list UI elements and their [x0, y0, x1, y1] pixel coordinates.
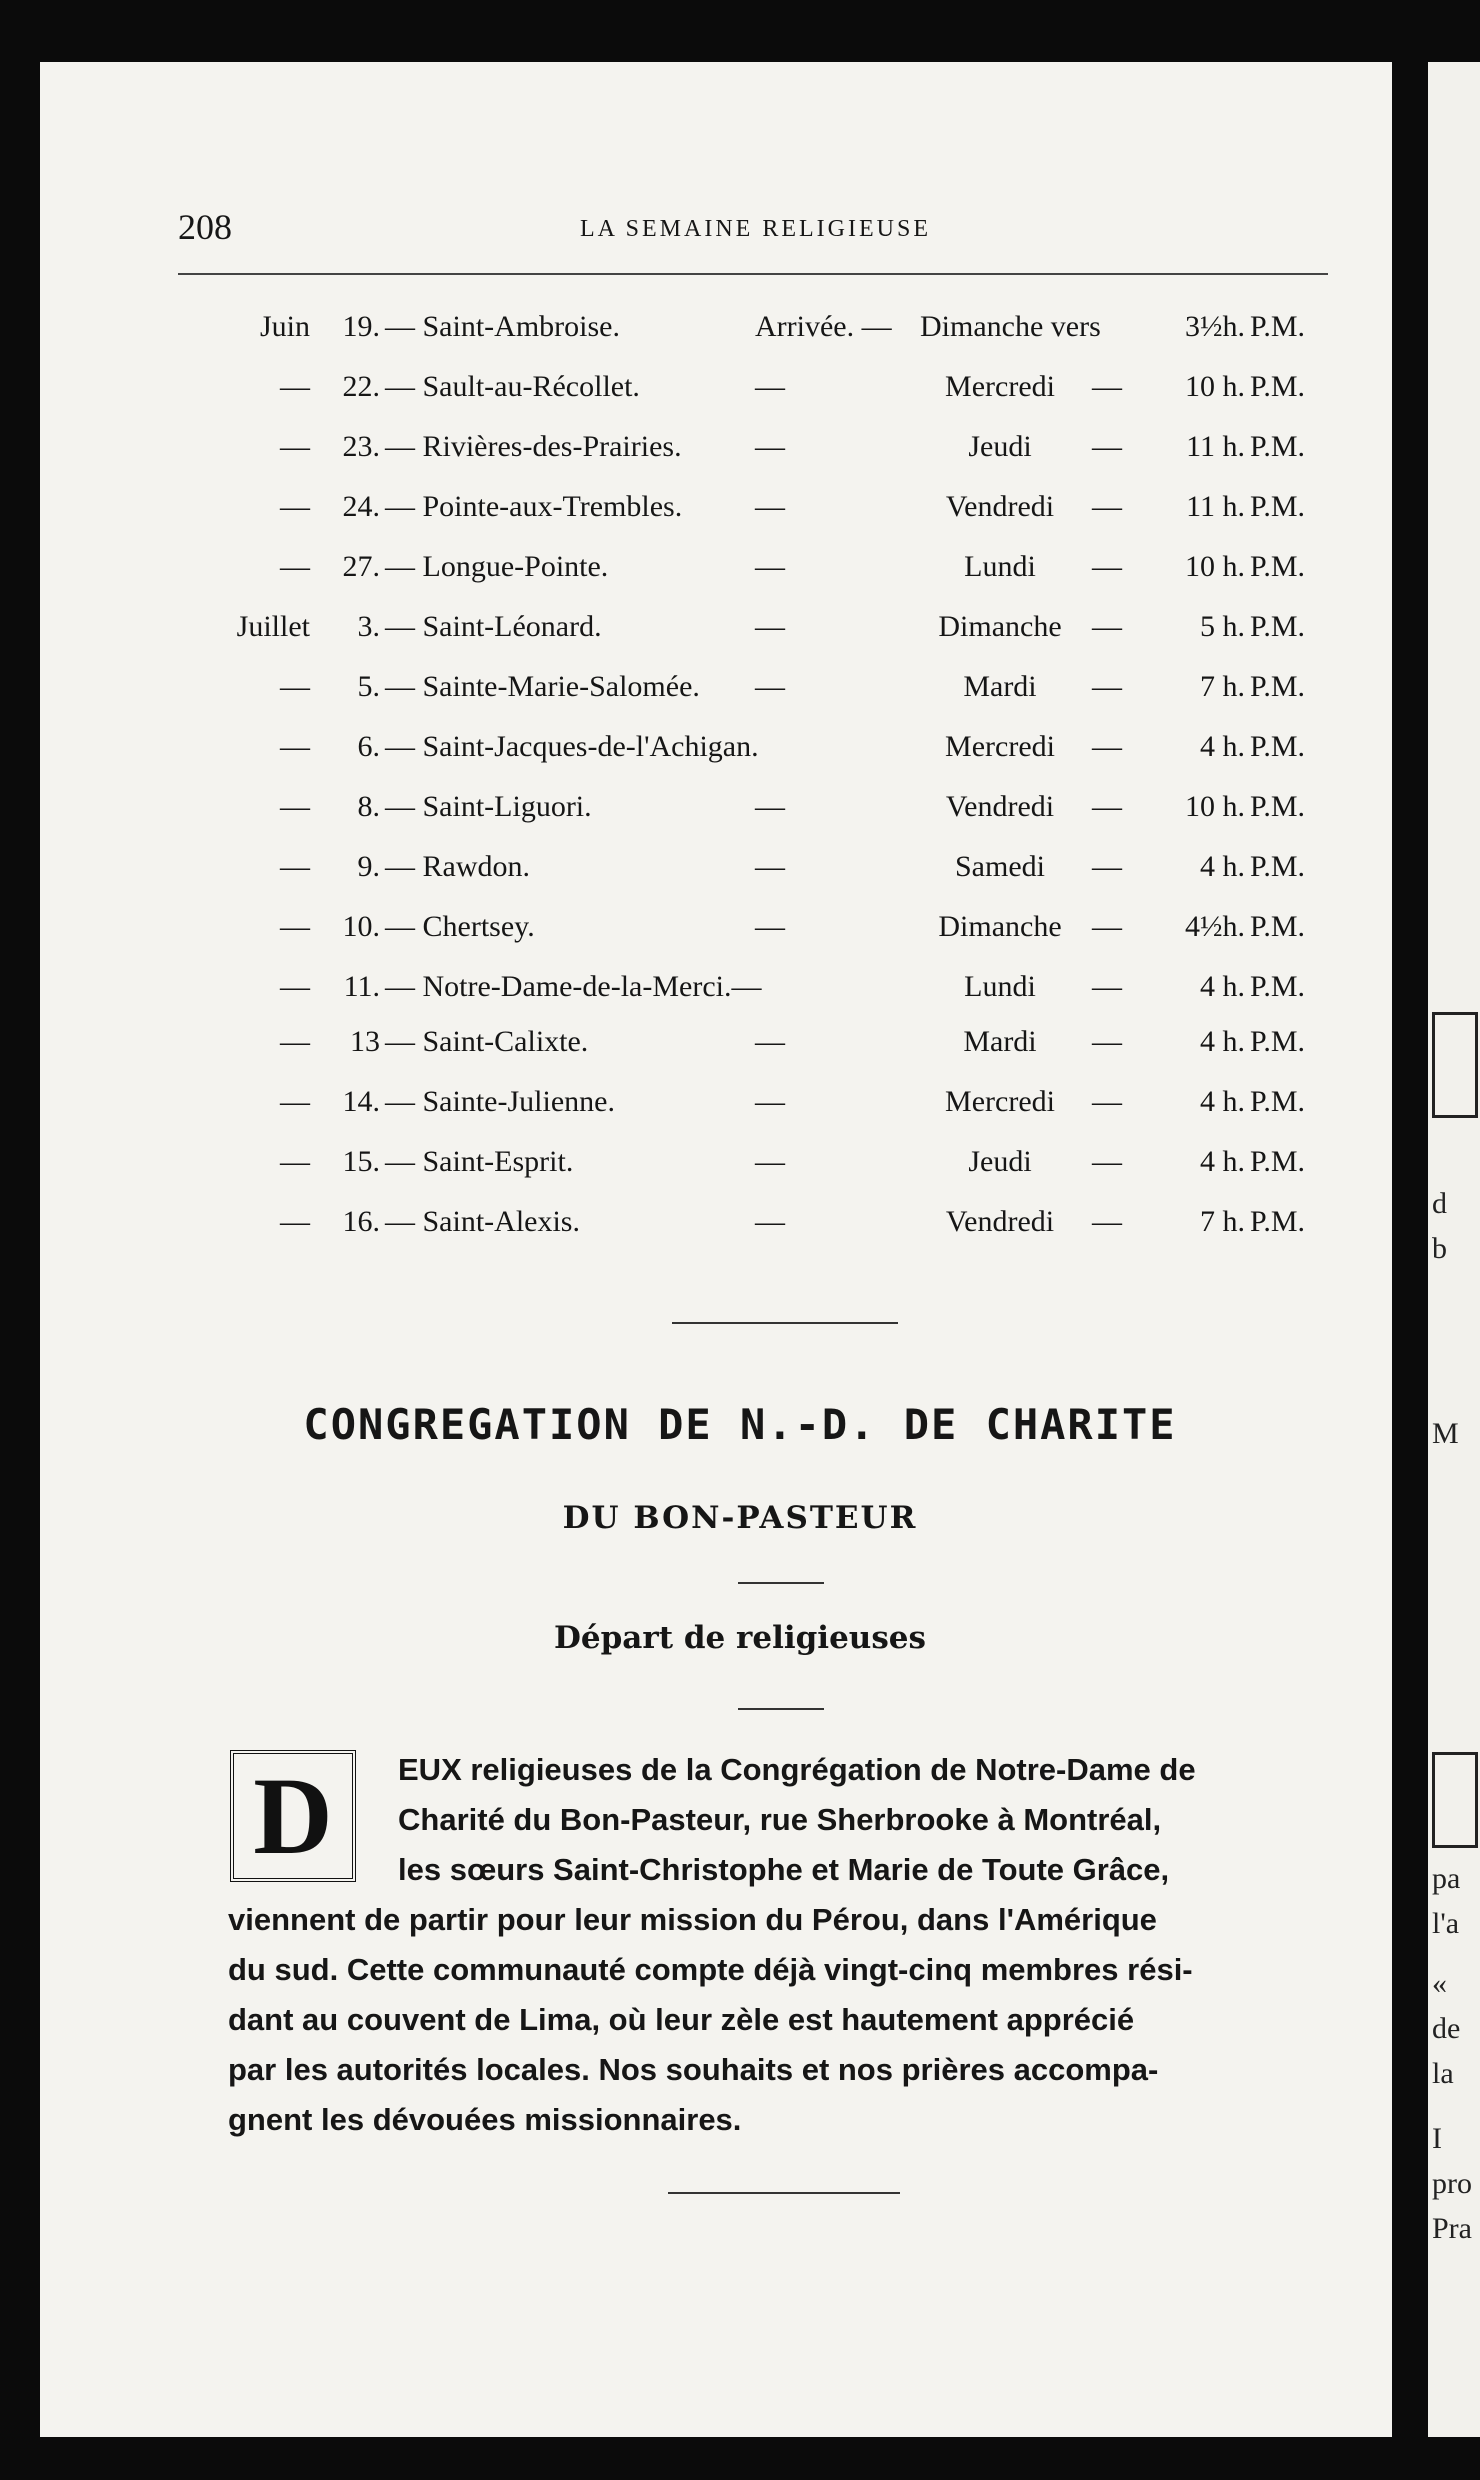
schedule-row: [0, 1205, 1480, 1265]
schedule-pm: P.M.: [1250, 550, 1306, 583]
schedule-sep: —: [1092, 370, 1122, 403]
schedule-day: 14.: [342, 1085, 380, 1118]
schedule-day: 10.: [342, 910, 380, 943]
schedule-hour: 4 h.: [1200, 850, 1245, 883]
schedule-day: 8.: [357, 790, 380, 823]
schedule-pm: P.M.: [1250, 790, 1306, 823]
schedule-hour: 10 h.: [1185, 370, 1245, 403]
schedule-place: — Longue-Pointe.: [385, 550, 609, 583]
schedule-note: —: [755, 1025, 785, 1058]
schedule-sep: —: [1092, 790, 1122, 823]
schedule-hour: 10 h.: [1185, 790, 1245, 823]
paragraph-line: viennent de partir pour leur mission du Pérou, dans l'Amérique: [228, 1902, 1157, 1937]
schedule-weekday: Lundi: [964, 970, 1036, 1003]
schedule-pm: P.M.: [1250, 370, 1306, 403]
schedule-hour: 5 h.: [1200, 610, 1245, 643]
article-subtitle: DU BON-PASTEUR: [562, 1500, 918, 1536]
schedule-pm: P.M.: [1250, 310, 1306, 343]
schedule-row: [0, 790, 1480, 850]
schedule-note: —: [755, 910, 785, 943]
schedule-weekday: Jeudi: [968, 430, 1032, 463]
schedule-hour: 4 h.: [1200, 730, 1245, 763]
schedule-row: [0, 1085, 1480, 1145]
schedule-month: —: [280, 730, 310, 763]
schedule-sep: —: [1092, 430, 1122, 463]
paragraph-line: par les autorités locales. Nos souhaits et nos prières accompa-: [228, 2052, 1159, 2087]
schedule-month: —: [280, 670, 310, 703]
schedule-hour: 7 h.: [1200, 670, 1245, 703]
schedule-note: —: [755, 370, 785, 403]
schedule-weekday: Lundi: [964, 550, 1036, 583]
schedule-row: [0, 430, 1480, 490]
schedule-note: —: [755, 790, 785, 823]
schedule-hour: 4 h.: [1200, 970, 1245, 1003]
schedule-pm: P.M.: [1250, 1145, 1306, 1178]
schedule-hour: 4½h.: [1185, 910, 1245, 943]
schedule-pm: P.M.: [1250, 610, 1306, 643]
schedule-weekday: Dimanche vers: [920, 310, 1101, 343]
schedule-place: — Sainte-Julienne.: [385, 1085, 615, 1118]
schedule-month: —: [280, 550, 310, 583]
schedule-month: —: [280, 1145, 310, 1178]
adjacent-fragment: «: [1432, 1967, 1447, 2000]
schedule-day: 6.: [357, 730, 380, 763]
adjacent-fragment: pro: [1432, 2167, 1472, 2200]
schedule-row: [0, 490, 1480, 550]
schedule-month: —: [280, 1025, 310, 1058]
schedule-sep: —: [1092, 730, 1122, 763]
schedule-day: 9.: [357, 850, 380, 883]
adjacent-fragment: M: [1432, 1417, 1459, 1450]
schedule-place: — Saint-Liguori.: [385, 790, 592, 823]
schedule-day: 5.: [357, 670, 380, 703]
schedule-sep: —: [1092, 610, 1122, 643]
schedule-month: —: [280, 370, 310, 403]
page-header: [0, 192, 1480, 252]
article-title: CONGREGATION DE N.-D. DE CHARITE: [303, 1400, 1177, 1449]
schedule-month: —: [280, 970, 310, 1003]
schedule-weekday: Vendredi: [945, 1205, 1055, 1238]
schedule-place: — Saint-Ambroise.: [385, 310, 620, 343]
schedule-row: [0, 970, 1480, 1030]
schedule-weekday: Vendredi: [945, 790, 1055, 823]
schedule-row: [0, 670, 1480, 730]
schedule-place: — Rawdon.: [385, 850, 530, 883]
schedule-hour: 11 h.: [1186, 490, 1245, 523]
schedule-note: —: [755, 550, 785, 583]
schedule-day: 15.: [342, 1145, 380, 1178]
schedule-place: — Saint-Jacques-de-l'Achigan.: [385, 730, 759, 763]
running-head: LA SEMAINE RELIGIEUSE: [580, 216, 931, 242]
schedule-hour: 3½h.: [1185, 310, 1245, 343]
paragraph-line: gnent les dévouées missionnaires.: [228, 2102, 742, 2137]
schedule-note: —: [755, 1085, 785, 1118]
schedule-sep: —: [1092, 910, 1122, 943]
schedule-weekday: Mercredi: [945, 370, 1055, 403]
schedule-place: — Chertsey.: [385, 910, 535, 943]
schedule-row: [0, 550, 1480, 610]
adjacent-dropcap: [1432, 1752, 1478, 1848]
schedule-month: —: [280, 430, 310, 463]
paragraph-line: EUX religieuses de la Congrégation de Notre-Dame de: [398, 1752, 1196, 1787]
schedule-weekday: Dimanche: [938, 610, 1062, 643]
schedule-pm: P.M.: [1250, 1085, 1306, 1118]
schedule-row: [0, 730, 1480, 790]
schedule-weekday: Mercredi: [945, 1085, 1055, 1118]
schedule-day: 22.: [342, 370, 380, 403]
heading-divider: [738, 1708, 824, 1710]
schedule-note: —: [755, 1205, 785, 1238]
schedule-note: —: [755, 670, 785, 703]
adjacent-fragment: b: [1432, 1232, 1447, 1265]
schedule-pm: P.M.: [1250, 670, 1306, 703]
schedule-day: 23.: [342, 430, 380, 463]
drop-cap: D: [230, 1750, 356, 1882]
schedule-weekday: Mardi: [963, 1025, 1037, 1058]
schedule-sep: —: [1092, 550, 1122, 583]
schedule-sep: —: [1092, 1085, 1122, 1118]
schedule-place: — Sault-au-Récollet.: [385, 370, 640, 403]
schedule-row: [0, 910, 1480, 970]
closing-divider: [668, 2192, 900, 2194]
schedule-sep: —: [1092, 490, 1122, 523]
schedule-month: Juin: [259, 310, 310, 343]
schedule-month: —: [280, 490, 310, 523]
header-rule: [178, 273, 1328, 275]
schedule-row: [0, 310, 1480, 370]
schedule-place: — Saint-Alexis.: [385, 1205, 580, 1238]
schedule-note: —: [755, 430, 785, 463]
schedule-day: 24.: [342, 490, 380, 523]
paragraph-line: du sud. Cette communauté compte déjà vingt-cinq membres rési-: [228, 1952, 1193, 1987]
schedule-row: [0, 1145, 1480, 1205]
schedule-pm: P.M.: [1250, 850, 1306, 883]
schedule-row: [0, 610, 1480, 670]
schedule-hour: 4 h.: [1200, 1145, 1245, 1178]
schedule-place: — Saint-Esprit.: [385, 1145, 574, 1178]
schedule-pm: P.M.: [1250, 730, 1306, 763]
schedule-hour: 10 h.: [1185, 550, 1245, 583]
paragraph-line: dant au couvent de Lima, où leur zèle est hautement apprécié: [228, 2002, 1135, 2037]
schedule-row: [0, 1025, 1480, 1085]
schedule-pm: P.M.: [1250, 430, 1306, 463]
schedule-hour: 4 h.: [1200, 1025, 1245, 1058]
schedule-note: —: [755, 490, 785, 523]
schedule-pm: P.M.: [1250, 910, 1306, 943]
schedule-place: — Notre-Dame-de-la-Merci.—: [385, 970, 762, 1003]
schedule-month: Juillet: [236, 610, 310, 643]
schedule-sep: —: [1092, 1145, 1122, 1178]
schedule-weekday: Mercredi: [945, 730, 1055, 763]
schedule-hour: 4 h.: [1200, 1085, 1245, 1118]
schedule-pm: P.M.: [1250, 1205, 1306, 1238]
schedule-weekday: Jeudi: [968, 1145, 1032, 1178]
schedule-sep: —: [1092, 670, 1122, 703]
schedule-day: 19.: [342, 310, 380, 343]
adjacent-fragment: pa: [1432, 1862, 1461, 1895]
schedule-day: 27.: [342, 550, 380, 583]
schedule-pm: P.M.: [1250, 490, 1306, 523]
schedule-weekday: Samedi: [955, 850, 1045, 883]
schedule-pm: P.M.: [1250, 970, 1306, 1003]
schedule-month: —: [280, 910, 310, 943]
schedule-weekday: Mardi: [963, 670, 1037, 703]
schedule-hour: 7 h.: [1200, 1205, 1245, 1238]
section-divider: [672, 1322, 898, 1324]
schedule-month: —: [280, 850, 310, 883]
schedule-day: 13: [350, 1025, 380, 1058]
schedule-place: — Rivières-des-Prairies.: [385, 430, 682, 463]
schedule-month: —: [280, 1205, 310, 1238]
adjacent-fragment: Pra: [1432, 2212, 1472, 2245]
schedule-note: —: [755, 1145, 785, 1178]
schedule-day: 16.: [342, 1205, 380, 1238]
schedule-hour: 11 h.: [1186, 430, 1245, 463]
schedule-place: — Saint-Calixte.: [385, 1025, 589, 1058]
paragraph-line: les sœurs Saint-Christophe et Marie de Toute Grâce,: [398, 1852, 1170, 1887]
schedule-place: — Sainte-Marie-Salomée.: [385, 670, 700, 703]
title-divider: [738, 1582, 824, 1584]
schedule-row: [0, 370, 1480, 430]
schedule-sep: —: [1092, 850, 1122, 883]
page-number: 208: [178, 207, 232, 247]
schedule-weekday: Dimanche: [938, 910, 1062, 943]
adjacent-fragment: de: [1432, 2012, 1461, 2045]
schedule-pm: P.M.: [1250, 1025, 1306, 1058]
adjacent-fragment: la: [1432, 2057, 1454, 2090]
schedule-note: Arrivée. —: [755, 310, 892, 343]
adjacent-fragment: d: [1432, 1187, 1447, 1220]
schedule-sep: —: [1092, 1025, 1122, 1058]
adjacent-fragment: I: [1432, 2122, 1442, 2155]
adjacent-fragment: l'a: [1432, 1907, 1460, 1940]
schedule-sep: —: [1092, 970, 1122, 1003]
schedule-weekday: Vendredi: [945, 490, 1055, 523]
schedule-note: —: [755, 850, 785, 883]
schedule-place: — Saint-Léonard.: [385, 610, 602, 643]
schedule-month: —: [280, 790, 310, 823]
schedule-row: [0, 850, 1480, 910]
schedule-note: —: [755, 610, 785, 643]
schedule-day: 11.: [343, 970, 380, 1003]
schedule-month: —: [280, 1085, 310, 1118]
section-heading: Départ de religieuses: [554, 1620, 926, 1656]
schedule-day: 3.: [357, 610, 380, 643]
schedule-place: — Pointe-aux-Trembles.: [385, 490, 683, 523]
schedule-sep: —: [1092, 1205, 1122, 1238]
paragraph-line: Charité du Bon-Pasteur, rue Sherbrooke à Montréal,: [398, 1802, 1162, 1837]
